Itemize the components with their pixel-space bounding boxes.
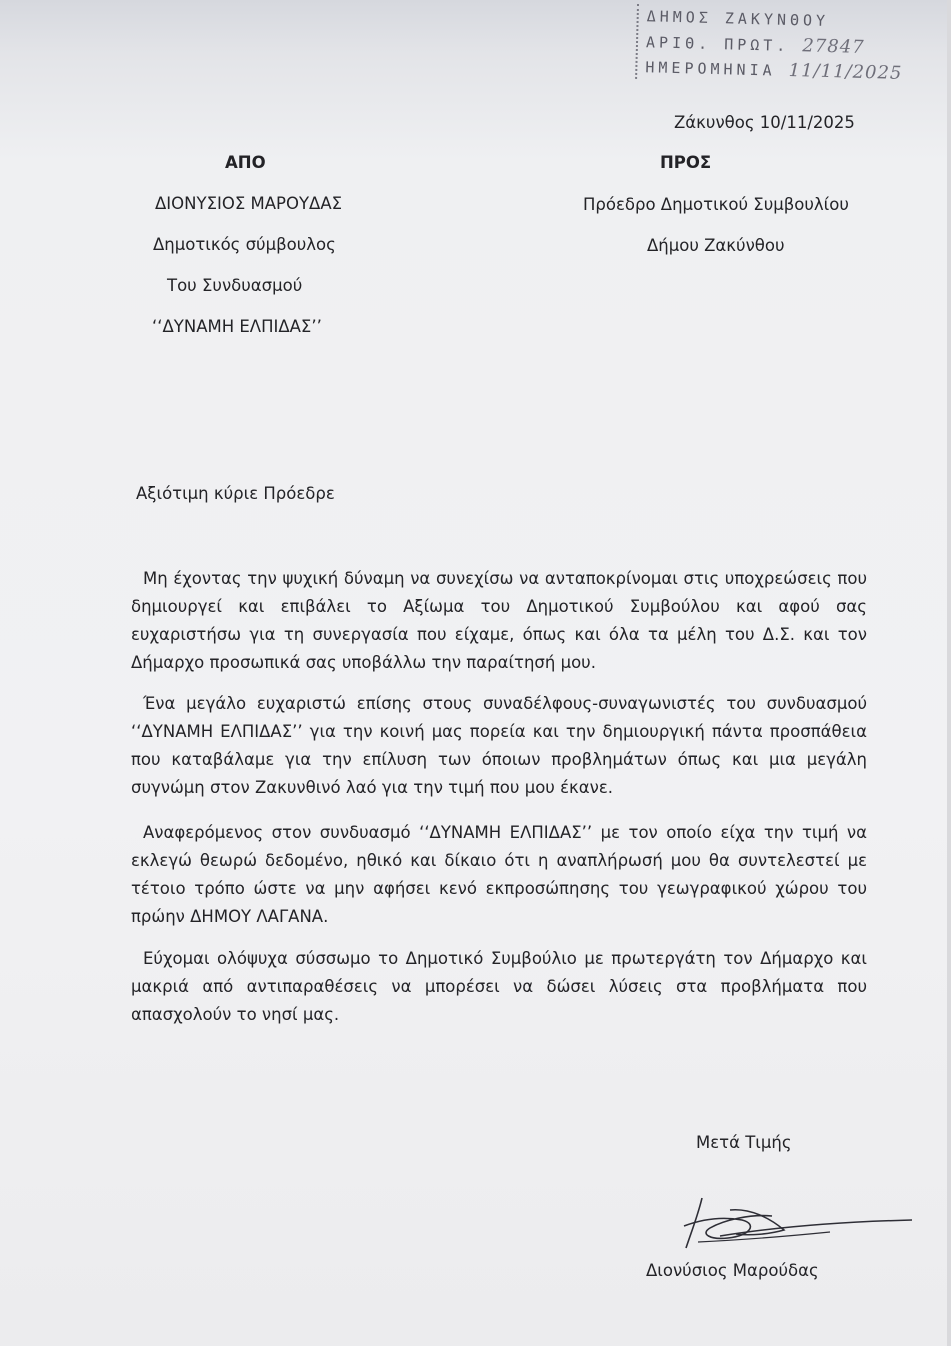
body-paragraph-4: Εύχομαι ολόψυχα σύσσωμο το Δημοτικό Συμβούλιο με πρωτεργάτη τον Δήμαρχο και μακριά από αντιπαραθέσεις να μπορέσει να δώσει λύσεις στα προβλήματα που απασχολούν το νησί μας.	[131, 949, 867, 1024]
stamp-municipality: ΔΗΜΟΣ ΖΑΚΥΝΘΟΥ	[646, 7, 830, 30]
sender-name: ΔΙΟΝΥΣΙΟΣ ΜΑΡΟΥΔΑΣ	[155, 194, 343, 213]
handwritten-signature	[680, 1190, 920, 1260]
sender-party-name: ‘‘ΔΥΝΑΜΗ ΕΛΠΙΔΑΣ’’	[152, 317, 322, 336]
stamp-protocol-number: 27847	[802, 35, 865, 58]
body-paragraph-2: Ένα μεγάλο ευχαριστώ επίσης στους συναδέλφους-συναγωνιστές του συνδυασμού ‘‘ΔΥΝΑΜΗ ΕΛΠΙΔΑΣ’’ για την κοινή μας πορεία και την δημιουργική πάντα προσπάθεια που καταβάλαμε για την επίλυση των όποιων προβλημάτων όπως και μια μεγάλη συγνώμη στον Ζακυνθινό λαό για την τιμή που μου έκανε.	[131, 694, 867, 797]
recipient-heading: ΠΡΟΣ	[660, 153, 712, 172]
salutation: Αξιότιμη κύριε Πρόεδρε	[136, 484, 335, 503]
body-paragraph-1: Μη έχοντας την ψυχική δύναμη να συνεχίσω να ανταποκρίνομαι στις υποχρεώσεις που δημιουργεί και επιβάλει το Αξίωμα του Δημοτικού Συμβούλου και αφού σας ευχαριστήσω για τη συνεργασία που είχαμε, όπως και όλα τα μέλη του Δ.Σ. και τον Δήμαρχο προσωπικά σας υποβάλλω την παραίτησή μου.	[131, 569, 867, 672]
registry-stamp	[635, 4, 947, 87]
sender-role: Δημοτικός σύμβουλος	[153, 235, 336, 254]
recipient-organization: Δήμου Ζακύνθου	[647, 236, 785, 255]
signatory-name: Διονύσιος Μαρούδας	[646, 1261, 819, 1280]
letter-date: Ζάκυνθος 10/11/2025	[674, 113, 855, 132]
body-paragraph-3: Αναφερόμενος στον συνδυασμό ‘‘ΔΥΝΑΜΗ ΕΛΠΙΔΑΣ’’ με τον οποίο είχα την τιμή να εκλεγώ θεωρώ δεδομένο, ηθικό και δίκαιο ότι η αναπλήρωσή μου θα συντελεστεί με τέτοιο τρόπο ώστε να μην αφήσει κενό εκπροσώπησης του γεωγραφικού χώρου του πρώην ΔΗΜΟΥ ΛΑΓΑΝΑ.	[131, 823, 867, 926]
recipient-role: Πρόεδρο Δημοτικού Συμβουλίου	[583, 195, 849, 214]
stamp-protocol-label: ΑΡΙΘ. ΠΡΩΤ.	[645, 33, 790, 55]
sender-heading: ΑΠΟ	[225, 153, 266, 172]
closing-phrase: Μετά Τιμής	[696, 1133, 792, 1152]
stamp-date-value: 11/11/2025	[788, 59, 903, 84]
sender-party-prefix: Του Συνδυασμού	[167, 276, 303, 295]
stamp-date-label: ΗΜΕΡΟΜΗΝΙΑ	[645, 58, 776, 80]
